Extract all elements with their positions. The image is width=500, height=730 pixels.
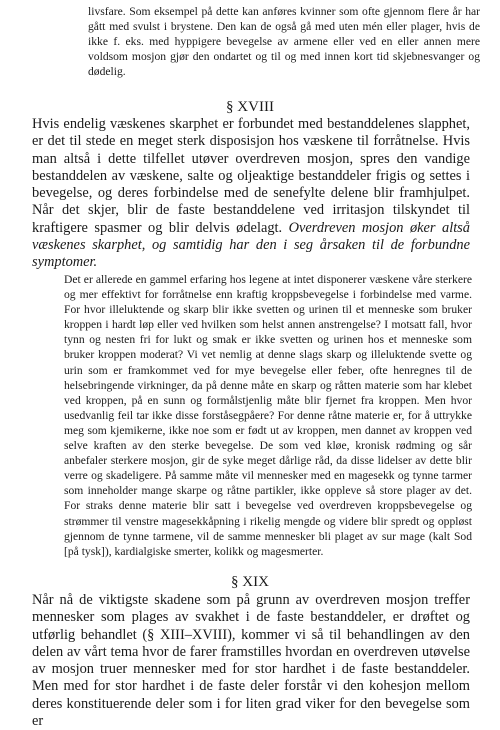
section-heading-19: § XIX — [231, 574, 269, 590]
section-18-italic-text: Overdreven mosjon øker altså væskenes skarphet, og samtidig har den i seg årsaken til de forbundne symptomer. — [32, 219, 470, 271]
continued-note-paragraph: livsfare. Som eksempel på dette kan anføres kvinner som ofte gjennom flere år har gått med svulst i brystene. Den kan de også gå med uten mén eller plager, hvis de ikke f. eks. med hyppigere bevegelse av armene eller ved en eller annen mere voldsom mosjon gjør den ondartet og til og med innen kort tid skjebnesvanger og dødelig. — [88, 5, 480, 79]
section-heading-18: § XVIII — [226, 99, 274, 115]
section-19-main-paragraph: Når nå de viktigste skadene som på grunn av overdreven mosjon treffer mennesker som plages av svakhet i de faste bestanddeler, er drøftet og utførlig behandlet (§ XIII–XVIII), kommer vi så til behandlingen av den delen av vårt tema hvor de farer framstilles hvordan en overdreven utøvelse av mosjon truer mennesker med for stor hardhet i de faste bestanddeler. Men med for stor hardhet i de faste deler forstår vi den kohesjon mellom deres konstituerende deler som i for liten grad viker for den bevegelse som er — [32, 592, 470, 730]
section-18-main-text: Hvis endelig væskenes skarphet er forbundet med bestanddelenes slapphet, er det til stede en meget sterk disposisjon hos væskene til forråtnelse. Hvis man altså i dette tilfellet utøver overdreven mosjon, spres den vandige bestanddelen av væskene, salte og oljeaktige bestanddeler frigis og settes i bevegelse, og deres forbindelse med de senefylte delene blir framhjulpet. Når det skjer, blir de faste bestanddelene ved irritasjon tilskyndet til kraftigere spasmer og blir delvis ødelagt. — [32, 116, 470, 236]
section-18-main-paragraph — [32, 116, 470, 272]
section-18-note-paragraph: Det er allerede en gammel erfaring hos legene at intet disponerer væskene våre sterkere og mer effektivt for forråtnelse enn kraftig kroppsbevegelse i forbindelse med varme. For hvor illeluktende og skarp blir ikke svetten og urinen til et menneske som bruker kroppen i hardt løp eller ved hvilken som helst annen anstrengelse? I motsatt fall, hvor tynn og nesten fri for lukt og smak er ikke svetten og urinen hos et menneske som bruker kroppen moderat? Vi vet nemlig at denne slags skarp og illeluktende svette og urin som er framkommet ved for mye bevegelse eller feber, ofte henregnes til de helsebringende virkninger, da på denne måte en skarp og råtten materie som har klebet ved kroppen, på en sunn og formålstjenlig måte blir fjernet fra kroppen. Men hvor usedvanlig feil tar ikke disse forståsegpåere? For denne råtne materie er, for å uttrykke meg som kjemikerne, ikke noe som er født ut av kroppen, men dannet av kroppen ved selve kraften av den sterke bevegelse. De som ved kløe, kronisk rødming og sår anbefaler sterkere mosjon, gir de syke meget dårlige råd, da disse lidelser av dette blir verre og skadeligere. På samme måte vil mennesker med en magesekk og tynne tarmer som inneholder mange skarpe og råtne partikler, ikke oppleve så store plager av det. For straks denne materie blir satt i bevegelse ved overdreven kroppsbevegelse og strømmer til venstre magesekkåpning i rikelig mengde og videre blir spredt og oppløst gjennom de tynne tarmene, vil de samme mennesker bli plaget av sur mage (kalt Sod [på tysk]), kardialgiske smerter, kolikk og magesmerter. — [64, 273, 472, 558]
